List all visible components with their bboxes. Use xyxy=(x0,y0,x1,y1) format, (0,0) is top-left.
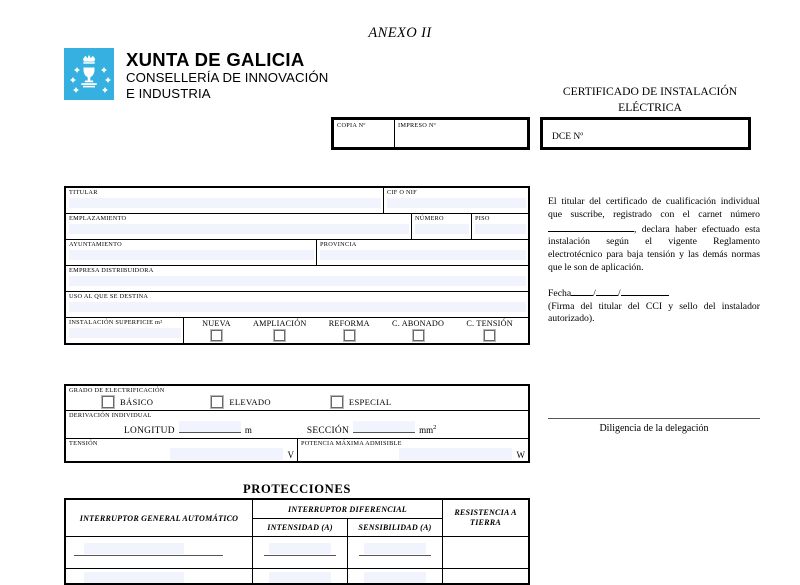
protecciones-header-row xyxy=(66,500,528,537)
cell-sensibilidad[interactable] xyxy=(347,537,442,568)
cell-resistencia-a-tierra[interactable] xyxy=(442,537,528,568)
label-numero: NÚMERO xyxy=(415,215,444,222)
input-interruptor-general-automatico[interactable] xyxy=(84,543,184,554)
declaration-text-part-1: El titular del certificado de cualificación individual que suscribe, registrado con el carnet número xyxy=(548,196,760,220)
label-titular: TITULAR xyxy=(69,189,98,196)
cell-interruptor-general-automatico[interactable] xyxy=(66,537,252,568)
input-seccion[interactable] xyxy=(353,421,415,433)
grado-checkbox-group xyxy=(69,395,528,408)
table-row xyxy=(66,214,528,240)
field-numero[interactable] xyxy=(411,214,471,239)
label-potencia-maxima: POTENCIA MÁXIMA ADMISIBLE xyxy=(301,439,402,447)
input-sensibilidad[interactable] xyxy=(364,543,426,554)
input-titular[interactable] xyxy=(69,198,381,208)
input-emplazamiento[interactable] xyxy=(69,224,409,234)
label-seccion: SECCIÓN xyxy=(306,425,350,436)
department-line-1: CONSELLERÍA DE INNOVACIÓN xyxy=(126,70,329,86)
checkbox-c-tension[interactable] xyxy=(484,330,495,341)
checkbox-item-especial[interactable] xyxy=(331,396,392,408)
galicia-coat-of-arms-icon xyxy=(64,48,114,100)
field-piso[interactable] xyxy=(471,214,528,239)
input-ayuntamiento[interactable] xyxy=(69,250,314,260)
fecha-line: Fecha / / xyxy=(548,286,760,301)
table-row xyxy=(66,240,528,266)
label-longitud: LONGITUD xyxy=(124,425,175,436)
copia-impreso-box xyxy=(331,117,530,150)
label-cif-nif: CIF O NIF xyxy=(387,189,417,196)
checkbox-item-nueva[interactable] xyxy=(202,320,231,341)
input-cif-nif[interactable] xyxy=(387,198,526,208)
unit-potencia: W xyxy=(516,449,525,460)
rule xyxy=(74,555,223,556)
impreso-label: IMPRESO Nº xyxy=(398,122,436,129)
label-ayuntamiento: AYUNTAMIENTO xyxy=(69,241,122,248)
input-instalacion-superficie[interactable] xyxy=(69,328,181,338)
rule xyxy=(359,555,431,556)
installation-type-checkbox-group xyxy=(187,319,528,343)
checkbox-label-especial: ESPECIAL xyxy=(348,396,392,407)
label-instalacion-superficie: INSTALACIÓN SUPERFICIE m² xyxy=(69,319,163,326)
declaration-paragraph xyxy=(548,196,760,326)
input-tension[interactable] xyxy=(170,448,283,460)
table-row xyxy=(66,188,528,214)
dce-label: DCE Nº xyxy=(552,132,584,142)
input-empresa-distribuidora[interactable] xyxy=(69,276,526,286)
certificate-heading-line-1: CERTIFICADO DE INSTALACIÓN xyxy=(562,85,738,98)
column-header-resistencia-line-2: TIERRA xyxy=(470,518,501,527)
copia-label: COPIA Nº xyxy=(337,122,366,129)
field-instalacion-superficie[interactable] xyxy=(66,318,183,343)
checkbox-label-c-tension: C. TENSIÓN xyxy=(466,319,513,328)
carnet-number-blank[interactable] xyxy=(548,222,634,232)
table-row xyxy=(66,318,528,343)
checkbox-label-elevado: ELEVADO xyxy=(229,396,271,407)
checkbox-item-basico[interactable] xyxy=(102,396,153,408)
input-numero[interactable] xyxy=(415,224,469,234)
anexo-title: ANEXO II xyxy=(368,25,432,41)
input-provincia[interactable] xyxy=(320,250,526,260)
cell-interruptor-general-automatico-2[interactable] xyxy=(66,569,252,583)
checkbox-label-nueva: NUEVA xyxy=(202,319,231,328)
checkbox-c-abonado[interactable] xyxy=(413,330,424,341)
table-row xyxy=(66,386,528,411)
fecha-label: Fecha xyxy=(548,287,572,299)
table-row xyxy=(66,411,528,439)
table-row xyxy=(66,537,528,568)
logo-wordmark xyxy=(126,48,328,101)
unit-longitud: m xyxy=(244,424,252,435)
field-uso-destina[interactable] xyxy=(66,292,528,317)
label-tension: TENSIÓN xyxy=(69,439,98,447)
checkbox-label-ampliacion: AMPLIACIÓN xyxy=(253,319,307,328)
checkbox-especial[interactable] xyxy=(331,396,343,408)
unit-tension: V xyxy=(287,449,294,460)
field-ayuntamiento[interactable] xyxy=(66,240,316,265)
diligencia-label: Diligencia de la delegación xyxy=(599,423,709,434)
potencia-input-wrap xyxy=(301,448,528,461)
cell-sensibilidad-2[interactable] xyxy=(347,569,442,583)
diligencia-block xyxy=(548,418,760,434)
label-provincia: PROVINCIA xyxy=(320,241,357,248)
declaration-text-part-2: , declara haber efectuado esta instalación según el vigente Reglamento electrotécnico para baja tensión y las demás normas que le son de aplicación. xyxy=(548,223,760,273)
checkbox-label-c-abonado: C. ABONADO xyxy=(392,319,445,328)
field-empresa-distribuidora[interactable] xyxy=(66,266,528,291)
table-row xyxy=(66,568,528,583)
checkbox-item-c-abonado[interactable] xyxy=(392,320,444,341)
cell-resistencia-a-tierra-2[interactable] xyxy=(442,569,528,583)
input-piso[interactable] xyxy=(475,224,526,234)
label-derivacion-individual: DERIVACIÓN INDIVIDUAL xyxy=(69,411,152,419)
column-header-resistencia-line-1: RESISTENCIA A xyxy=(454,507,517,517)
label-emplazamiento: EMPLAZAMIENTO xyxy=(69,215,127,222)
checkbox-nueva[interactable] xyxy=(211,330,222,341)
table-row xyxy=(66,439,528,461)
column-header-resistencia-a-tierra xyxy=(442,500,528,537)
protecciones-title: PROTECCIONES xyxy=(243,482,351,496)
column-header-sensibilidad: SENSIBILIDAD (A) xyxy=(347,519,442,536)
column-header-interruptor-general-automatico: INTERRUPTOR GENERAL AUTOMÁTICO xyxy=(66,500,252,537)
input-longitud[interactable] xyxy=(179,421,241,433)
tension-input-wrap xyxy=(69,448,297,461)
impreso-number-field[interactable] xyxy=(395,120,527,147)
table-row xyxy=(66,292,528,318)
certificate-heading-line-2: ELÉCTRICA xyxy=(618,100,682,114)
column-subheader-row xyxy=(253,519,442,536)
fecha-year-blank[interactable] xyxy=(621,286,669,296)
label-piso: PISO xyxy=(475,215,490,222)
field-titular[interactable] xyxy=(66,188,383,213)
unit-seccion: $mm^2$ xyxy=(419,423,437,435)
fecha-day-blank[interactable] xyxy=(571,286,593,296)
label-grado-electrificacion: GRADO DE ELECTRIFICACIÓN xyxy=(69,387,165,394)
grado-electrificacion-table xyxy=(64,384,530,463)
input-uso-destina[interactable] xyxy=(69,302,526,312)
fecha-month-blank[interactable] xyxy=(596,286,618,296)
department-line-2: E INDUSTRIA xyxy=(126,85,211,101)
checkbox-item-ampliacion[interactable] xyxy=(253,320,306,341)
checkbox-item-elevado[interactable] xyxy=(211,396,271,408)
column-header-interruptor-diferencial-group xyxy=(252,500,442,537)
organization-name: XUNTA DE GALICIA xyxy=(126,49,305,70)
cell-intensidad[interactable] xyxy=(252,537,347,568)
input-sensibilidad-2[interactable] xyxy=(364,572,426,583)
checkbox-ampliacion[interactable] xyxy=(274,330,285,341)
dce-number-box[interactable] xyxy=(540,117,751,150)
signature-note: (Firma del titular del CCI y sello del instalador autorizado). xyxy=(548,300,760,325)
field-tension[interactable] xyxy=(66,439,297,461)
protecciones-table xyxy=(64,498,530,585)
field-provincia[interactable] xyxy=(316,240,528,265)
input-intensidad-2[interactable] xyxy=(269,572,331,583)
checkbox-basico[interactable] xyxy=(102,396,114,408)
diligencia-rule xyxy=(548,418,760,419)
input-potencia-maxima[interactable] xyxy=(399,448,512,460)
column-header-intensidad: INTENSIDAD (A) xyxy=(267,523,333,532)
checkbox-label-reforma: REFORMA xyxy=(328,319,370,328)
copia-number-field[interactable] xyxy=(334,120,395,147)
main-form-table xyxy=(64,186,530,345)
label-empresa-distribuidora: EMPRESA DISTRIBUIDORA xyxy=(69,267,154,274)
input-intensidad[interactable] xyxy=(269,543,331,554)
rule xyxy=(264,555,336,556)
input-interruptor-general-automatico-2[interactable] xyxy=(84,572,184,583)
field-emplazamiento[interactable] xyxy=(66,214,411,239)
checkbox-reforma[interactable] xyxy=(344,330,355,341)
derivacion-fields xyxy=(69,420,528,436)
xunta-de-galicia-logo xyxy=(64,48,328,101)
label-uso-destina: USO AL QUE SE DESTINA xyxy=(69,293,149,300)
checkbox-elevado[interactable] xyxy=(211,396,223,408)
field-cif-nif[interactable] xyxy=(383,188,528,213)
table-row xyxy=(66,266,528,292)
checkbox-item-c-tension[interactable] xyxy=(466,320,512,341)
column-header-interruptor-diferencial: INTERRUPTOR DIFERENCIAL xyxy=(253,500,442,519)
certificate-heading xyxy=(540,84,760,115)
checkbox-label-basico: BÁSICO xyxy=(120,396,154,407)
checkbox-item-reforma[interactable] xyxy=(329,320,370,341)
installation-type-cell xyxy=(183,318,528,343)
field-potencia-maxima[interactable] xyxy=(297,439,528,461)
cell-intensidad-2[interactable] xyxy=(252,569,347,583)
